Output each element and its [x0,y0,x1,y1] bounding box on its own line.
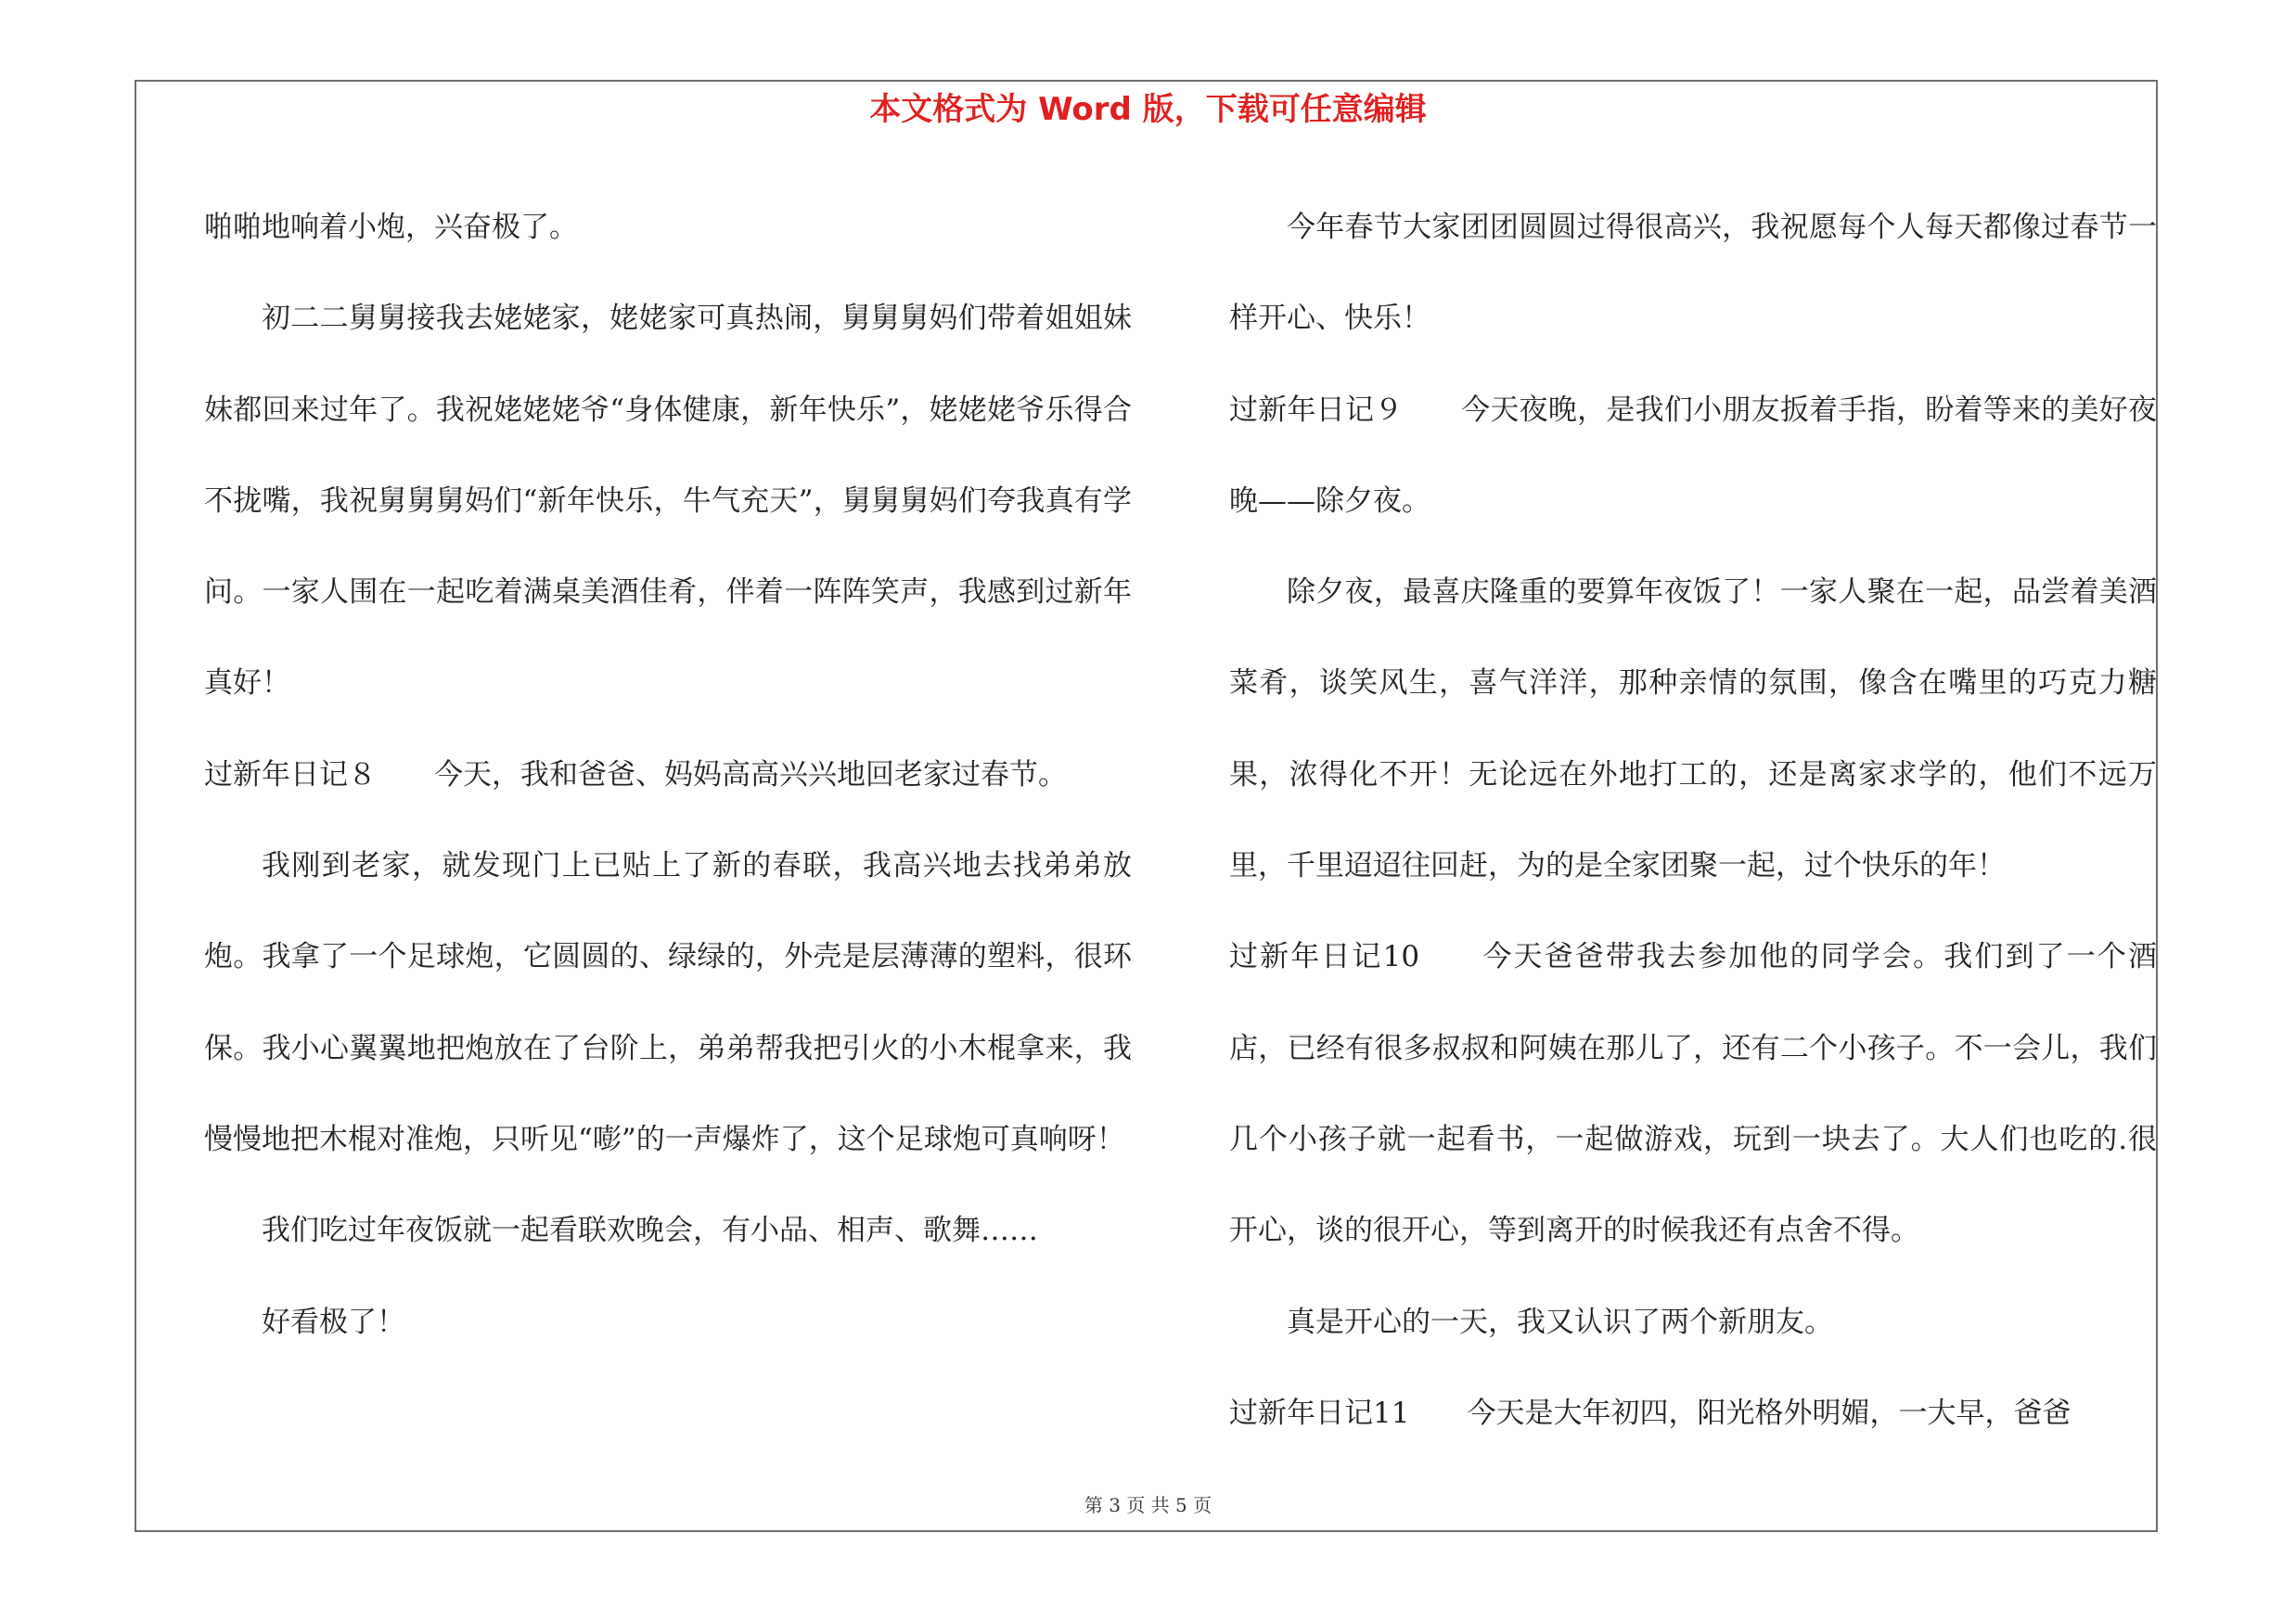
paragraph [204,1185,1132,1276]
paragraph-text: 真是开心的一天，我又认识了两个新朋友。 [1287,1305,1833,1339]
diary-entry-heading: 过新年日记11 [1229,1396,1468,1430]
paragraph [1229,547,2157,911]
paragraph [1229,1368,2157,1459]
paragraph [204,273,1132,728]
right-column [1229,182,2157,1459]
paragraph-text: 今天是大年初四，阳光格外明媚，一大早，爸爸 [1467,1396,2072,1430]
paragraph-text: 我刚到老家，就发现门上已贴上了新的春联，我高兴地去找弟弟放炮。我拿了一个足球炮，它圆圆的、绿绿的，外壳是层薄薄的塑料，很环保。我小心翼翼地把炮放在了台阶上，弟弟帮我把引火的小木棍拿来，我慢慢地把木棍对准炮，只听见“嘭”的一声爆炸了，这个足球炮可真响呀！ [204,849,1132,1156]
diary-entry-heading: 过新年日记10 [1229,940,1483,974]
paragraph-text: 我们吃过年夜饭就一起看联欢晚会，有小品、相声、歌舞…… [262,1214,1038,1248]
paragraph-text: 好看极了！ [262,1305,405,1339]
paragraph-text: 今年春节大家团团圆圆过得很高兴，我祝愿每个人每天都像过春节一样开心、快乐！ [1229,211,2157,336]
paragraph-text: 除夕夜，最喜庆隆重的要算年夜饭了！一家人聚在一起，品尝着美酒菜肴，谈笑风生，喜气洋洋，那种亲情的氛围，像含在嘴里的巧克力糖果，浓得化不开！无论远在外地打工的，还是离家求学的，他们不远万里，千里迢迢往回赶，为的是全家团聚一起，过个快乐的年！ [1229,575,2157,883]
paragraph-text: 初二二舅舅接我去姥姥家，姥姥家可真热闹，舅舅舅妈们带着姐姐妹妹都回来过年了。我祝姥姥姥爷“身体健康，新年快乐”，姥姥姥爷乐得合不拢嘴，我祝舅舅舅妈们“新年快乐，牛气充天”，舅舅舅妈们夸我真有学问。一家人围在一起吃着满桌美酒佳肴，伴着一阵阵笑声，我感到过新年真好！ [204,302,1132,701]
paragraph [1229,182,2157,365]
paragraph-text: 今天，我和爸爸、妈妈高高兴兴地回老家过春节。 [434,757,1067,792]
paragraph [204,820,1132,1185]
paragraph [1229,911,2157,1276]
paragraph-text: 今天爸爸带我去参加他的同学会。我们到了一个酒店，已经有很多叔叔和阿姨在那儿了，还有二个小孩子。不一会儿，我们几个小孩子就一起看书，一起做游戏，玩到一块去了。大人们也吃的.很开心，谈的很开心，等到离开的时候我还有点舍不得。 [1229,940,2158,1248]
paragraph [1229,1277,2157,1368]
left-column [204,182,1132,1368]
paragraph-text: 啪啪地响着小炮，兴奋极了。 [204,211,578,244]
format-banner: 本文格式为 Word 版，下载可任意编辑 [869,91,1427,128]
paragraph [204,729,1132,820]
paragraph [204,1277,1132,1368]
paragraph-text: 今天夜晚，是我们小朋友扳着手指，盼着等来的美好夜晚——除夕夜。 [1229,393,2158,518]
paragraph [204,182,1132,273]
diary-entry-heading: 过新年日记８ [204,757,434,792]
diary-entry-heading: 过新年日记９ [1229,393,1462,427]
paragraph [1229,365,2157,547]
page-footer: 第 3 页 共 5 页 [1084,1494,1212,1516]
